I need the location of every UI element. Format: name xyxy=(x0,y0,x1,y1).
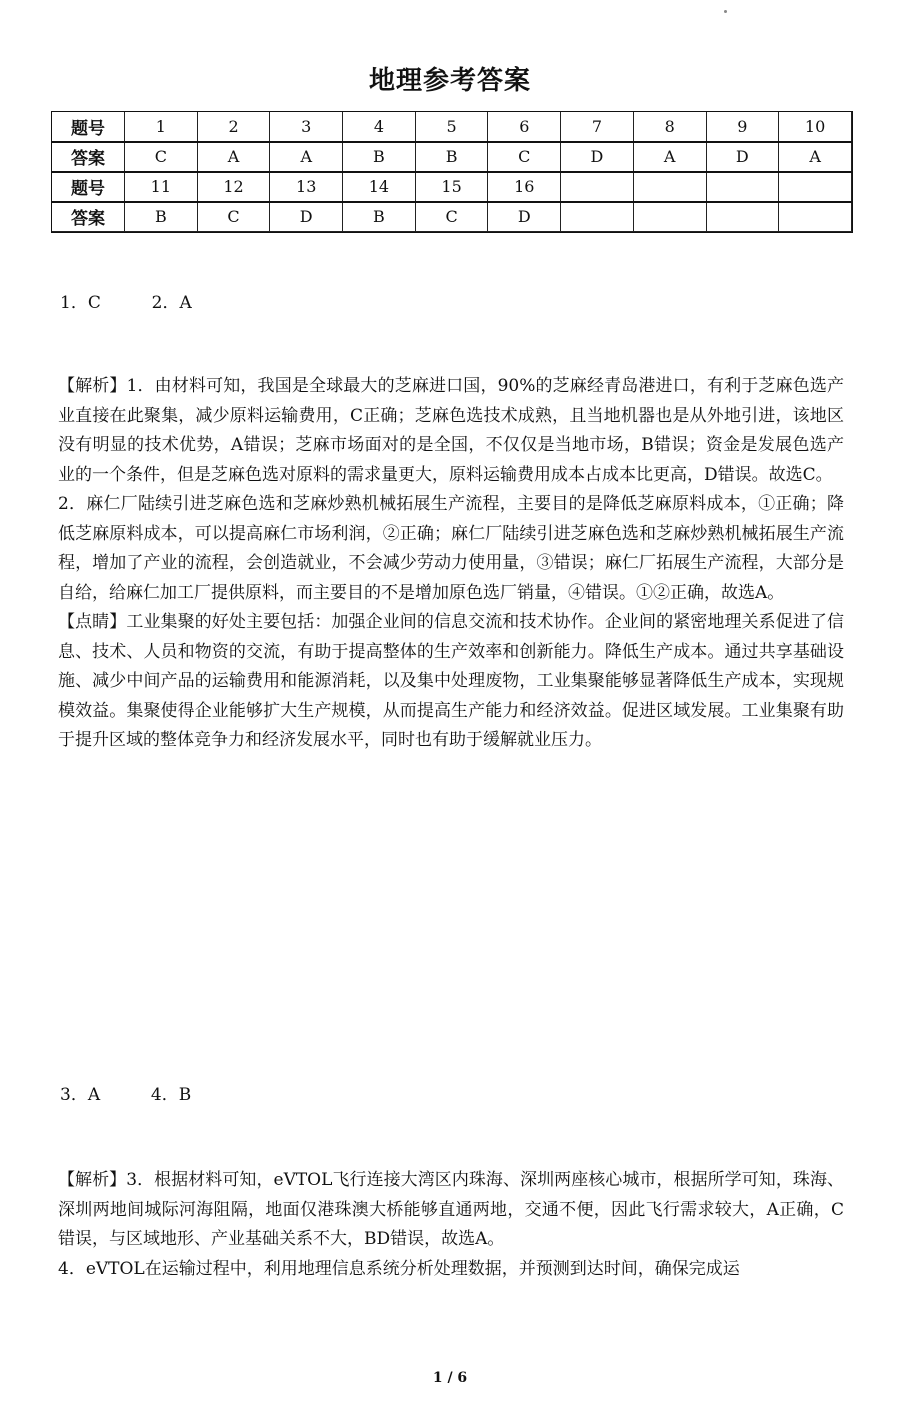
table-cell xyxy=(633,202,706,232)
table-cell xyxy=(779,202,852,232)
table-cell: 5 xyxy=(415,112,488,142)
table-cell: D xyxy=(488,202,561,232)
table-cell: 9 xyxy=(706,112,779,142)
row-label: 题号 xyxy=(52,172,125,202)
table-cell: C xyxy=(197,202,270,232)
answers-1-2 xyxy=(60,288,192,313)
analysis-paragraph-2: 2．麻仁厂陆续引进芝麻色选和芝麻炒熟机械拓展生产流程，主要目的是降低芝麻原料成本，①正确；降低芝麻原料成本，可以提高麻仁市场利润，②正确；麻仁厂陆续引进芝麻色选和芝麻炒熟机械拓展生产流程，增加了产业的流程，会创造就业，不会减少劳动力使用量，③错误；麻仁厂拓展生产流程，大部分是自给，给麻仁加工厂提供原料，而主要目的不是增加原色选厂销量，④错误。①②正确，故选A。 xyxy=(58,494,844,603)
table-cell: 3 xyxy=(270,112,343,142)
table-cell: D xyxy=(270,202,343,232)
answer-4: 4．B xyxy=(150,1085,192,1105)
table-cell: A xyxy=(633,142,706,172)
table-cell: 6 xyxy=(488,112,561,142)
table-cell: A xyxy=(779,142,852,172)
analysis-block-1 xyxy=(58,372,844,756)
table-cell: D xyxy=(561,142,634,172)
analysis-paragraph-4: 4．eVTOL在运输过程中，利用地理信息系统分析处理数据，并预测到达时间，确保完成运 xyxy=(58,1258,740,1279)
table-cell: C xyxy=(488,142,561,172)
table-cell: B xyxy=(415,142,488,172)
table-cell: 4 xyxy=(343,112,416,142)
analysis-paragraph-3: 【解析】3．根据材料可知，eVTOL飞行连接大湾区内珠海、深圳两座核心城市，根据所学可知，珠海、深圳两地间城际河海阻隔，地面仅港珠澳大桥能够直通两地，交通不便，因此飞行需求较大，A正确，C错误，与区域地形、产业基础关系不大，BD错误，故选A。 xyxy=(58,1170,844,1249)
table-row xyxy=(52,172,852,202)
analysis-block-2 xyxy=(58,1166,844,1284)
table-cell: 15 xyxy=(415,172,488,202)
table-cell: A xyxy=(197,142,270,172)
row-label: 题号 xyxy=(52,112,125,142)
table-cell: 7 xyxy=(561,112,634,142)
table-cell xyxy=(706,202,779,232)
row-label: 答案 xyxy=(52,202,125,232)
table-cell: B xyxy=(343,202,416,232)
table-row xyxy=(52,142,852,172)
table-cell: 14 xyxy=(343,172,416,202)
answer-3: 3．A xyxy=(60,1085,101,1105)
page-title: 地理参考答案 xyxy=(368,66,531,96)
table-row xyxy=(52,112,852,142)
row-label: 答案 xyxy=(52,142,125,172)
table-cell: A xyxy=(270,142,343,172)
table-cell xyxy=(561,202,634,232)
answers-3-4 xyxy=(60,1080,191,1105)
table-cell: 2 xyxy=(197,112,270,142)
table-cell: D xyxy=(706,142,779,172)
table-cell: 13 xyxy=(270,172,343,202)
table-cell: 10 xyxy=(779,112,852,142)
analysis-paragraph-1: 【解析】1．由材料可知，我国是全球最大的芝麻进口国，90%的芝麻经青岛港进口，有利于芝麻色选产业直接在此聚集，减少原料运输费用，C正确；芝麻色选技术成熟，且当地机器也是从外地引进，该地区没有明显的技术优势，A错误；芝麻市场面对的是全国，不仅仅是当地市场，B错误；资金是发展色选产业的一个条件，但是芝麻色选对原料的需求量更大，原料运输费用成本占成本比更高，D错误。故选C。 xyxy=(58,376,844,485)
table-cell: 8 xyxy=(633,112,706,142)
table-cell: 16 xyxy=(488,172,561,202)
highlight-paragraph: 【点睛】工业集聚的好处主要包括：加强企业间的信息交流和技术协作。企业间的紧密地理关系促进了信息、技术、人员和物资的交流，有助于提高整体的生产效率和创新能力。降低生产成本。通过共享基础设施、减少中间产品的运输费用和能源消耗，以及集中处理废物，工业集聚能够显著降低生产成本，实现规模效益。集聚使得企业能够扩大生产规模，从而提高生产能力和经济效益。促进区域发展。工业集聚有助于提升区域的整体竞争力和经济发展水平，同时也有助于缓解就业压力。 xyxy=(58,612,844,750)
table-cell: B xyxy=(343,142,416,172)
table-cell: B xyxy=(125,202,198,232)
table-cell xyxy=(779,172,852,202)
scan-dot xyxy=(724,10,727,13)
page-number: 1 / 6 xyxy=(432,1370,468,1386)
table-cell: 11 xyxy=(125,172,198,202)
table-cell: 1 xyxy=(125,112,198,142)
table-cell xyxy=(561,172,634,202)
table-cell: C xyxy=(125,142,198,172)
answer-table xyxy=(51,111,852,232)
table-cell: 12 xyxy=(197,172,270,202)
table-cell xyxy=(706,172,779,202)
table-cell xyxy=(633,172,706,202)
table-row xyxy=(52,202,852,232)
answer-2: 2．A xyxy=(151,293,192,313)
answer-1: 1．C xyxy=(60,293,101,313)
table-cell: C xyxy=(415,202,488,232)
